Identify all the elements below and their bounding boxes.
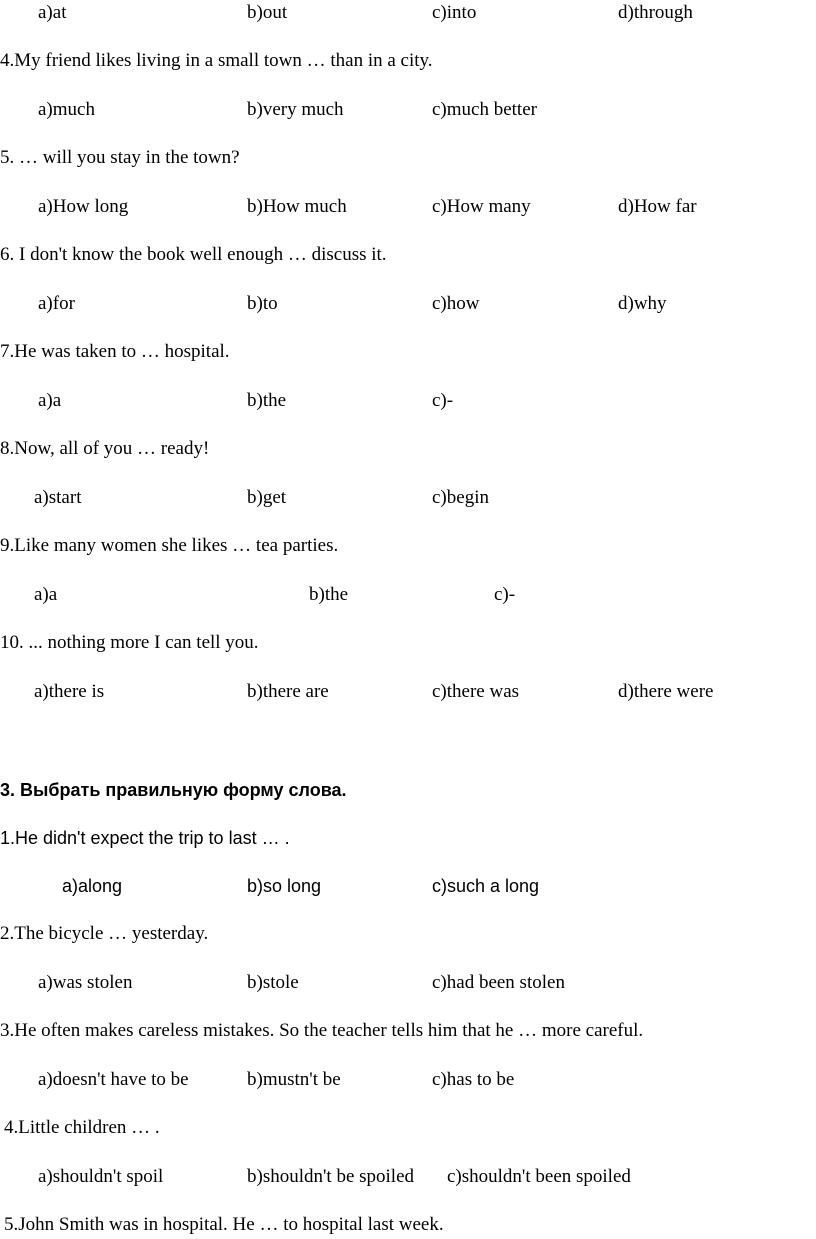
options-row bbox=[0, 874, 816, 898]
option: c)there was bbox=[432, 681, 520, 702]
option: a)doesn't have to be bbox=[38, 1069, 189, 1090]
options-row bbox=[0, 1, 816, 25]
option: d)through bbox=[618, 2, 693, 23]
option: b)to bbox=[247, 293, 278, 314]
options-row bbox=[0, 971, 816, 995]
option: d)why bbox=[618, 293, 667, 314]
question bbox=[0, 1213, 816, 1237]
question-text: 9.Like many women she likes … tea parties. bbox=[0, 535, 339, 556]
option: a)was stolen bbox=[38, 972, 133, 993]
option: a)there is bbox=[34, 681, 105, 702]
question bbox=[0, 243, 816, 267]
option: b)mustn't be bbox=[247, 1069, 341, 1090]
question bbox=[0, 826, 816, 850]
question bbox=[0, 631, 816, 655]
option: a)for bbox=[38, 293, 75, 314]
option: b)the bbox=[247, 390, 287, 411]
option: a)at bbox=[38, 2, 67, 23]
option: b)out bbox=[247, 2, 288, 23]
options-row bbox=[0, 389, 816, 413]
question bbox=[0, 146, 816, 170]
options-row bbox=[0, 1068, 816, 1092]
question-text: 1.He didn't expect the trip to last … . bbox=[0, 828, 290, 848]
option: c)into bbox=[432, 2, 477, 23]
question-text: 4.Little children … . bbox=[4, 1117, 160, 1138]
option: a)along bbox=[62, 876, 123, 896]
option: a)a bbox=[34, 584, 58, 605]
option: b)the bbox=[309, 584, 349, 605]
option: a)a bbox=[38, 390, 62, 411]
options-row bbox=[0, 98, 816, 122]
option: b)How much bbox=[247, 196, 347, 217]
option: a)shouldn't spoil bbox=[38, 1166, 164, 1187]
option: c)such a long bbox=[432, 876, 540, 896]
options-row bbox=[0, 680, 816, 704]
option: c)has to be bbox=[432, 1069, 515, 1090]
option: c)had been stolen bbox=[432, 972, 565, 993]
option: c)how bbox=[432, 293, 480, 314]
question bbox=[0, 340, 816, 364]
option: c)How many bbox=[432, 196, 531, 217]
question bbox=[0, 1116, 816, 1140]
section-title: 3. Выбрать правильную форму слова. bbox=[0, 780, 347, 800]
option: d)there were bbox=[618, 681, 714, 702]
option: a)much bbox=[38, 99, 95, 120]
option: b)there are bbox=[247, 681, 329, 702]
question-text: 8.Now, all of you … ready! bbox=[0, 438, 210, 459]
option: b)shouldn't be spoiled bbox=[247, 1166, 415, 1187]
question-text: 5. … will you stay in the town? bbox=[0, 147, 240, 168]
option: b)so long bbox=[247, 876, 322, 896]
question-text: 4.My friend likes living in a small town … than in a city. bbox=[0, 50, 433, 71]
options-row bbox=[0, 1165, 816, 1189]
question bbox=[0, 534, 816, 558]
options-row bbox=[0, 583, 816, 607]
option: c)begin bbox=[432, 487, 489, 508]
options-row bbox=[0, 292, 816, 316]
option: d)How far bbox=[618, 196, 697, 217]
question-text: 6. I don't know the book well enough … discuss it. bbox=[0, 244, 387, 265]
option: c)shouldn't been spoiled bbox=[447, 1166, 631, 1187]
section-heading bbox=[0, 778, 816, 802]
question-text: 5.John Smith was in hospital. He … to hospital last week. bbox=[4, 1214, 444, 1235]
option: b)very much bbox=[247, 99, 344, 120]
option: a)How long bbox=[38, 196, 129, 217]
option: b)stole bbox=[247, 972, 299, 993]
option: a)start bbox=[34, 487, 82, 508]
question-text: 7.He was taken to … hospital. bbox=[0, 341, 230, 362]
question-text: 3.He often makes careless mistakes. So the teacher tells him that he … more careful. bbox=[0, 1020, 644, 1041]
option: b)get bbox=[247, 487, 287, 508]
options-row bbox=[0, 486, 816, 510]
option: c)- bbox=[432, 390, 454, 411]
option: c)much better bbox=[432, 99, 537, 120]
question bbox=[0, 49, 816, 73]
question-text: 2.The bicycle … yesterday. bbox=[0, 923, 209, 944]
options-row bbox=[0, 195, 816, 219]
question bbox=[0, 922, 816, 946]
option: c)- bbox=[494, 584, 516, 605]
question-text: 10. ... nothing more I can tell you. bbox=[0, 632, 259, 653]
question bbox=[0, 1019, 816, 1043]
question bbox=[0, 437, 816, 461]
